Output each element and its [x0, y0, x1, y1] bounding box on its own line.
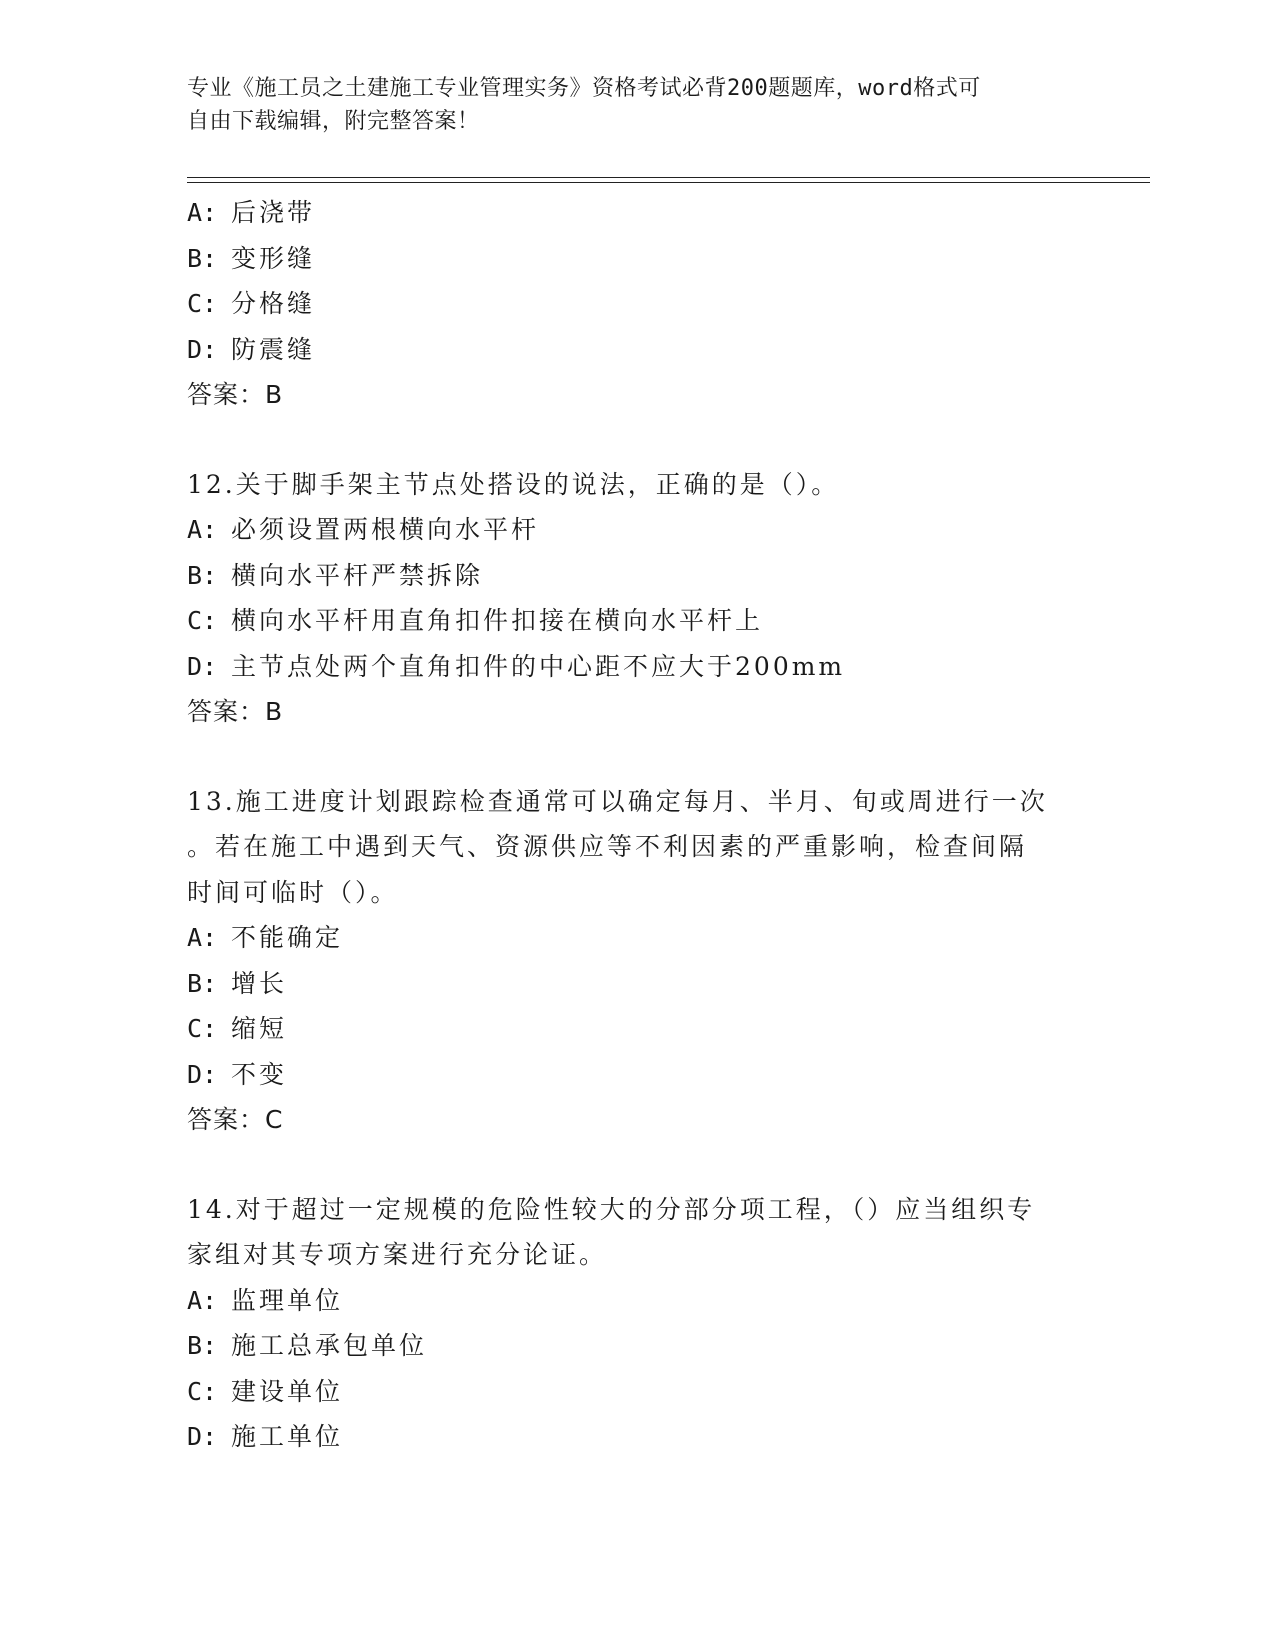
option-a	[187, 190, 1087, 236]
question-stem-line-3: 时间可临时（）。	[187, 877, 399, 907]
option-d	[187, 327, 1087, 373]
question-stem-line-1: 14.对于超过一定规模的危险性较大的分部分项工程，（）应当组织专	[187, 1194, 1036, 1224]
question-13	[187, 779, 1087, 1143]
option-c	[187, 281, 1087, 327]
option-text: 主节点处两个直角扣件的中心距不应大于200mm	[231, 651, 846, 681]
option-text: 横向水平杆严禁拆除	[231, 560, 484, 590]
option-text: 增长	[231, 968, 288, 998]
option-b	[187, 1323, 1087, 1369]
option-d	[187, 644, 1087, 690]
option-key: D:	[187, 1059, 218, 1089]
option-key: B:	[187, 968, 218, 998]
option-key: B:	[187, 1331, 218, 1360]
option-d	[187, 1052, 1087, 1098]
option-text: 分格缝	[231, 289, 316, 318]
question-12	[187, 462, 1087, 735]
option-text: 变形缝	[231, 243, 316, 273]
option-key: D:	[187, 334, 218, 364]
option-key: C:	[187, 1376, 218, 1406]
option-key: C:	[187, 1014, 218, 1043]
option-c	[187, 1006, 1087, 1052]
option-c	[187, 1369, 1087, 1415]
header-line-1: 专业《施工员之土建施工专业管理实务》资格考试必背200题题库，word格式可	[187, 76, 981, 101]
question-14	[187, 1187, 1087, 1460]
option-text: 防震缝	[231, 334, 316, 364]
page-header	[187, 72, 1067, 138]
question-stem-line-1: 13.施工进度计划跟踪检查通常可以确定每月、半月、旬或周进行一次	[187, 786, 1048, 816]
spacer	[187, 418, 1087, 462]
question-stem-line-2: 家组对其专项方案进行充分论证。	[187, 1240, 608, 1269]
spacer	[187, 735, 1087, 779]
option-key: A:	[187, 1285, 218, 1315]
answer-line: 答案：B	[187, 697, 284, 726]
option-key: A:	[187, 923, 218, 952]
option-text: 施工单位	[231, 1422, 344, 1451]
option-key: A:	[187, 515, 218, 544]
header-line-2: 自由下载编辑，附完整答案！	[187, 109, 480, 134]
option-text: 不变	[231, 1059, 288, 1089]
option-a	[187, 507, 1087, 553]
option-text: 建设单位	[231, 1376, 344, 1406]
option-text: 不能确定	[231, 923, 344, 952]
option-key: B:	[187, 243, 218, 273]
option-key: A:	[187, 198, 218, 227]
option-b	[187, 553, 1087, 599]
option-key: D:	[187, 651, 218, 681]
question-11	[187, 190, 1087, 418]
answer-line: 答案：C	[187, 1105, 284, 1134]
header-divider-bottom	[187, 182, 1150, 183]
option-text: 横向水平杆用直角扣件扣接在横向水平杆上	[231, 606, 764, 635]
option-d	[187, 1414, 1087, 1460]
question-stem: 12.关于脚手架主节点处搭设的说法，正确的是（）。	[187, 469, 840, 499]
question-content	[187, 190, 1087, 1460]
option-text: 施工总承包单位	[231, 1331, 428, 1360]
header-divider-top	[187, 177, 1150, 178]
option-a	[187, 1278, 1087, 1324]
question-stem-line-2: 。若在施工中遇到天气、资源供应等不利因素的严重影响，检查间隔	[187, 832, 1028, 861]
option-text: 监理单位	[231, 1285, 344, 1315]
option-a	[187, 915, 1087, 961]
option-key: D:	[187, 1422, 218, 1451]
option-text: 后浇带	[231, 198, 316, 227]
option-key: B:	[187, 560, 218, 590]
option-b	[187, 961, 1087, 1007]
option-key: C:	[187, 289, 218, 318]
option-b	[187, 236, 1087, 282]
option-key: C:	[187, 606, 218, 635]
option-c	[187, 598, 1087, 644]
option-text: 必须设置两根横向水平杆	[231, 515, 540, 544]
spacer	[187, 1143, 1087, 1187]
answer-line: 答案：B	[187, 380, 284, 409]
option-text: 缩短	[231, 1014, 288, 1043]
